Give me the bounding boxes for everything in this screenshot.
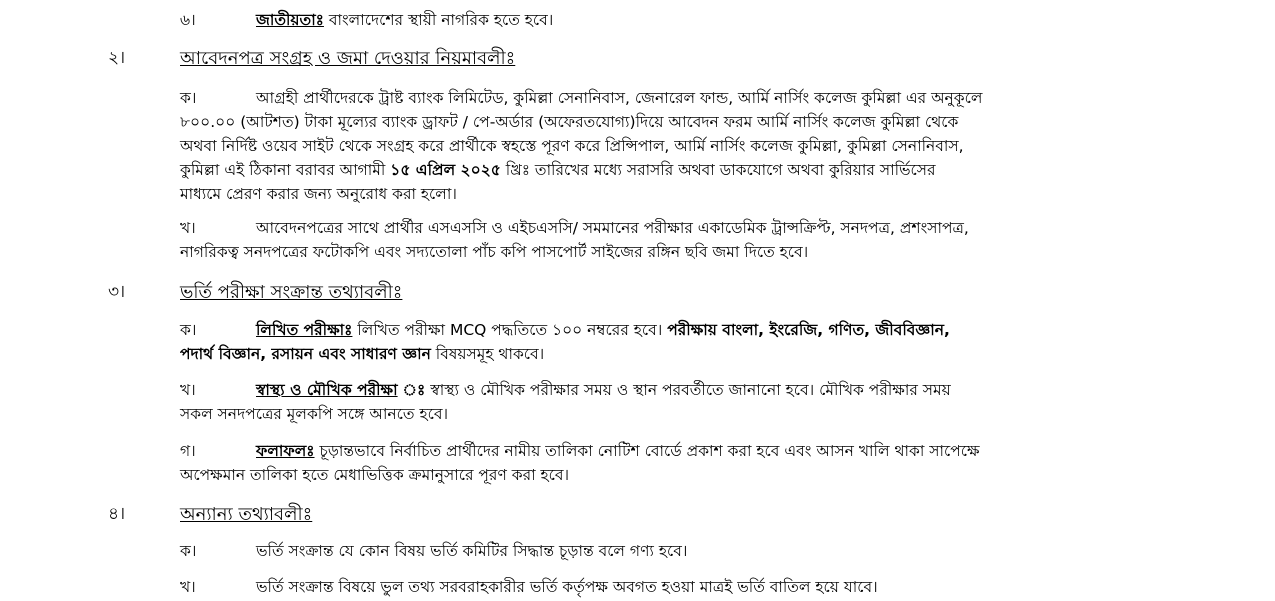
section-2-heading: আবেদনপত্র সংগ্রহ ও জমা দেওয়ার নিয়মাবলীঃ (180, 48, 516, 69)
section-2-ka-line-4-post: খ্রিঃ তারিখের মধ্যে সরাসরি অথবা ডাকযোগে অথবা কুরিয়ার সার্ভিসের (505, 161, 936, 179)
health-viva-colon: ঃ (402, 381, 426, 399)
section-4-ka-line-1: ভর্তি সংক্রান্ত যে কোন বিষয় ভর্তি কমিটির সিদ্ধান্ত চূড়ান্ত বলে গণ্য হবে। (256, 542, 688, 560)
section-2-ka-label: ক। (180, 89, 197, 107)
item-6-label: ৬। (180, 11, 196, 29)
section-4-heading: অন্যান্য তথ্যাবলীঃ (180, 504, 313, 525)
section-3-kha-line-1 (256, 378, 951, 404)
section-2-kha-label: খ। (180, 219, 196, 237)
section-2-kha-line-1: আবেদনপত্রের সাথে প্রার্থীর এসএসসি ও এইচএসসি/ সমমানের পরীক্ষার একাডেমিক ট্রান্সক্রিপ্ট, সনদপত্র, প্রশংসাপত্র, (256, 219, 969, 237)
health-viva-title: স্বাস্থ্য ও মৌখিক পরীক্ষা (256, 381, 398, 399)
section-2-number: ২। (108, 48, 126, 68)
section-3-ka-line-1-pre: লিখিত পরীক্ষা MCQ পদ্ধতিতে ১০০ নম্বরের হবে। (357, 321, 663, 339)
section-3-ka-line-2-bold: পদার্থ বিজ্ঞান, রসায়ন এবং সাধারণ জ্ঞান (180, 345, 431, 363)
section-2-ka-line-4-pre: কুমিল্লা এই ঠিকানা বরাবর আগামী (180, 161, 386, 179)
section-4-number: ৪। (108, 504, 126, 524)
item-6-row (256, 8, 553, 34)
section-3-ka-label: ক। (180, 321, 197, 339)
section-2-ka-line-1: আগ্রহী প্রার্থীদেরকে ট্রাষ্ট ব্যাংক লিমিটেড, কুমিল্লা সেনানিবাস, জেনারেল ফান্ড, আর্মি নার্সিং কলেজ কুমিল্লা এর অনুকূলে (256, 89, 983, 107)
section-3-heading: ভর্তি পরীক্ষা সংক্রান্ত তথ্যাবলীঃ (180, 282, 403, 303)
section-2-ka-line-4 (180, 158, 936, 184)
item-6-text: বাংলাদেশের স্থায়ী নাগরিক হতে হবে। (328, 11, 554, 29)
section-3-ka-line-2 (180, 342, 544, 368)
section-4-kha-line-1: ভর্তি সংক্রান্ত বিষয়ে ভুল তথ্য সরবরাহকারীর ভর্তি কর্তৃপক্ষ অবগত হওয়া মাত্রই ভর্তি বাতিল হয়ে যাবে। (256, 578, 878, 596)
section-3-ka-line-1-bold: পরীক্ষায় বাংলা, ইংরেজি, গণিত, জীববিজ্ঞান, (667, 321, 950, 339)
section-3-kha-label: খ। (180, 381, 196, 399)
section-3-ga-line-2: অপেক্ষমান তালিকা হতে মেধাভিত্তিক ক্রমানুসারে পূরণ করা হবে। (180, 466, 570, 484)
section-3-kha-line-2: সকল সনদপত্রের মূলকপি সঙ্গে আনতে হবে। (180, 405, 449, 423)
section-2-kha-line-2: নাগরিকত্ব সনদপত্রের ফটোকপি এবং সদ্যতোলা পাঁচ কপি পাসপোর্ট সাইজের রঙ্গিন ছবি জমা দিতে হবে। (180, 243, 809, 261)
written-exam-title: লিখিত পরীক্ষাঃ (256, 321, 353, 339)
section-2-ka-line-3: অথবা নির্দিষ্ট ওয়েব সাইট থেকে সংগ্রহ করে প্রার্থীকে স্বহস্তে পূরণ করে প্রিন্সিপাল, আর্মি নার্সিং কলেজ কুমিল্লা, কুমিল্লা সেনানিবাস, (180, 137, 964, 155)
item-6-title: জাতীয়তাঃ (256, 11, 324, 29)
section-3-number: ৩। (108, 282, 126, 302)
section-3-kha-line-1-text: স্বাস্থ্য ও মৌখিক পরীক্ষার সময় ও স্থান পরবর্তীতে জানানো হবে। মৌখিক পরীক্ষার সময় (430, 381, 951, 399)
section-2-ka-line-5: মাধ্যমে প্রেরণ করার জন্য অনুরোধ করা হলো। (180, 185, 457, 203)
section-4-ka-label: ক। (180, 542, 197, 560)
section-3-ga-line-1-text: চূড়ান্তভাবে নির্বাচিত প্রার্থীদের নামীয় তালিকা নোটিশ বোর্ডে প্রকাশ করা হবে এবং আসন খালি থাকা সাপেক্ষে (319, 442, 980, 460)
section-3-ka-line-1 (256, 318, 950, 344)
section-3-ka-line-2-post: বিষয়সমূহ থাকবে। (435, 345, 545, 363)
deadline-date: ১৫ এপ্রিল ২০২৫ (390, 161, 501, 179)
result-title: ফলাফলঃ (256, 442, 315, 460)
section-4-kha-label: খ। (180, 578, 196, 596)
section-3-ga-label: গ। (180, 442, 196, 460)
section-3-ga-line-1 (256, 439, 980, 465)
section-2-ka-line-2: ৮০০.০০ (আটশত) টাকা মূল্যের ব্যাংক ড্রাফট / পে-অর্ডার (অফেরতযোগ্য)দিয়ে আবেদন ফরম আর্মি নার্সিং কলেজ কুমিল্লা থেকে (180, 113, 959, 131)
